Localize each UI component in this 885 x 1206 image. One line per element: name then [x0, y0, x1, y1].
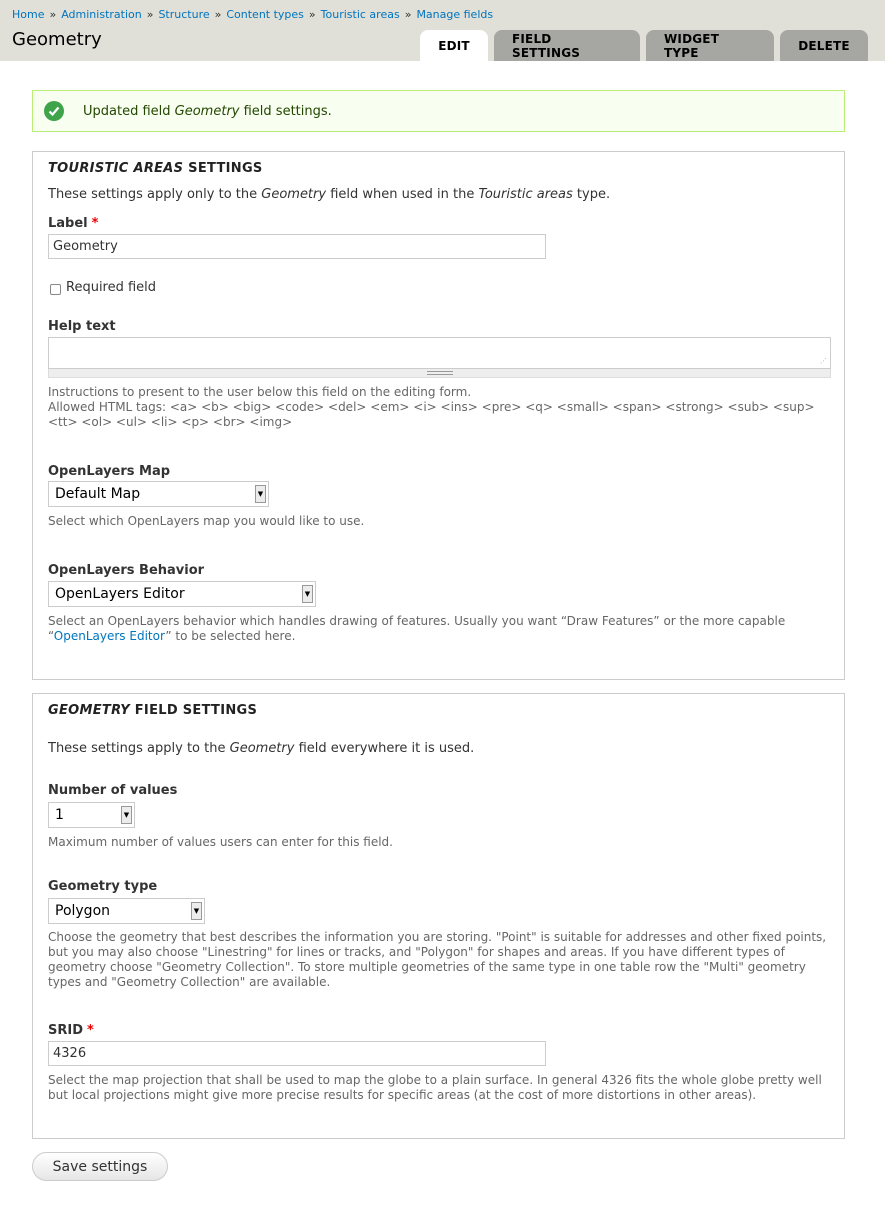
check-circle-icon [44, 101, 64, 121]
field-settings-intro: These settings apply to the Geometry field everywhere it is used. [48, 741, 475, 756]
openlayers-editor-link[interactable]: OpenLayers Editor [53, 629, 166, 643]
openlayers-behavior-select[interactable] [48, 581, 316, 607]
tab-edit[interactable]: EDIT [420, 30, 488, 61]
number-of-values-description: Maximum number of values users can enter for this field. [48, 835, 393, 849]
required-field-checkbox[interactable] [50, 284, 61, 295]
breadcrumb-separator: » [308, 8, 316, 21]
breadcrumb-separator: » [49, 8, 57, 21]
breadcrumb-content-types[interactable]: Content types [226, 8, 304, 21]
breadcrumb-structure[interactable]: Structure [158, 8, 210, 21]
openlayers-behavior-description: Select an OpenLayers behavior which handles drawing of features. Usually you want “Draw Features” or the more capable “OpenLayers Editor” to be selected here. [48, 614, 786, 643]
field-settings-legend: GEOMETRY FIELD SETTINGS [48, 703, 258, 718]
dropdown-arrow-icon: ▼ [302, 585, 313, 603]
tab-delete[interactable]: DELETE [780, 30, 868, 61]
geometry-type-label: Geometry type [48, 879, 158, 894]
geometry-type-select[interactable] [48, 898, 205, 924]
number-of-values-value: 1 [55, 807, 64, 823]
required-field-label: Required field [66, 280, 157, 295]
label-input[interactable] [48, 234, 546, 259]
dropdown-arrow-icon: ▼ [121, 806, 132, 824]
field-settings-fieldset [32, 693, 845, 1139]
page-title: Geometry [12, 29, 102, 50]
instance-settings-intro: These settings apply only to the Geometry field when used in the Touristic areas type. [48, 187, 611, 202]
save-settings-button[interactable]: Save settings [32, 1152, 168, 1181]
tab-widget-type[interactable]: WIDGET TYPE [646, 30, 774, 61]
srid-description: Select the map projection that shall be used to map the globe to a plain surface. In general 4326 fits the whole globe pretty well but local projections might give more precise results for specific areas (at the cost of more distortions in other areas). [48, 1073, 822, 1102]
dropdown-arrow-icon: ▼ [255, 485, 266, 503]
textarea-resize-grip[interactable] [48, 369, 831, 378]
status-message-text: Updated field Geometry field settings. [83, 103, 332, 119]
instance-settings-legend: TOURISTIC AREAS SETTINGS [48, 161, 263, 176]
openlayers-map-value: Default Map [55, 486, 141, 502]
srid-label: SRID * [48, 1023, 94, 1038]
geometry-type-description: Choose the geometry that best describes the information you are storing. "Point" is suitable for addresses and other fixed points, but you may also choose "Linestring" for lines or tracks, and "Polygon" for shapes and areas. If you have different types of geometry choose "Geometry Collection". To store multiple geometries of the same type in one table row the "Multi" geometry types and "Geometry Collection" are available. [48, 930, 827, 989]
breadcrumb-manage-fields[interactable]: Manage fields [416, 8, 494, 21]
breadcrumb-touristic-areas[interactable]: Touristic areas [320, 8, 400, 21]
resize-corner-icon: ⋰ [820, 357, 827, 365]
openlayers-map-description: Select which OpenLayers map you would like to use. [48, 514, 365, 528]
geometry-type-value: Polygon [55, 903, 111, 919]
breadcrumb-separator: » [214, 8, 222, 21]
breadcrumb [12, 8, 493, 21]
number-of-values-select[interactable] [48, 802, 135, 828]
required-marker: * [87, 1023, 94, 1038]
number-of-values-label: Number of values [48, 783, 178, 798]
required-marker: * [91, 216, 99, 231]
openlayers-behavior-label: OpenLayers Behavior [48, 563, 205, 578]
label-field-label: Label * [48, 216, 99, 231]
breadcrumb-administration[interactable]: Administration [61, 8, 142, 21]
tab-field-settings[interactable]: FIELD SETTINGS [494, 30, 640, 61]
openlayers-map-select[interactable] [48, 481, 269, 507]
help-text-textarea[interactable] [48, 337, 831, 369]
dropdown-arrow-icon: ▼ [191, 902, 202, 920]
primary-tabs [420, 30, 874, 61]
instance-settings-fieldset [32, 151, 845, 680]
help-text-description: Instructions to present to the user below this field on the editing form. Allowed HTML tags: <a> <b> <big> <code> <del> <em> <i> <ins> <pre> <q> <small> <span> <strong> <sub> <sup> <tt> <ol> <ul> <li> <p> <br> <img> [48, 385, 815, 429]
breadcrumb-separator: » [146, 8, 154, 21]
help-text-label: Help text [48, 319, 116, 334]
page-header [0, 0, 885, 61]
breadcrumb-home[interactable]: Home [12, 8, 45, 21]
srid-input[interactable] [48, 1041, 546, 1066]
breadcrumb-separator: » [404, 8, 412, 21]
openlayers-map-label: OpenLayers Map [48, 464, 171, 479]
status-message [32, 90, 845, 132]
grip-icon [427, 371, 453, 375]
openlayers-behavior-value: OpenLayers Editor [55, 586, 185, 602]
